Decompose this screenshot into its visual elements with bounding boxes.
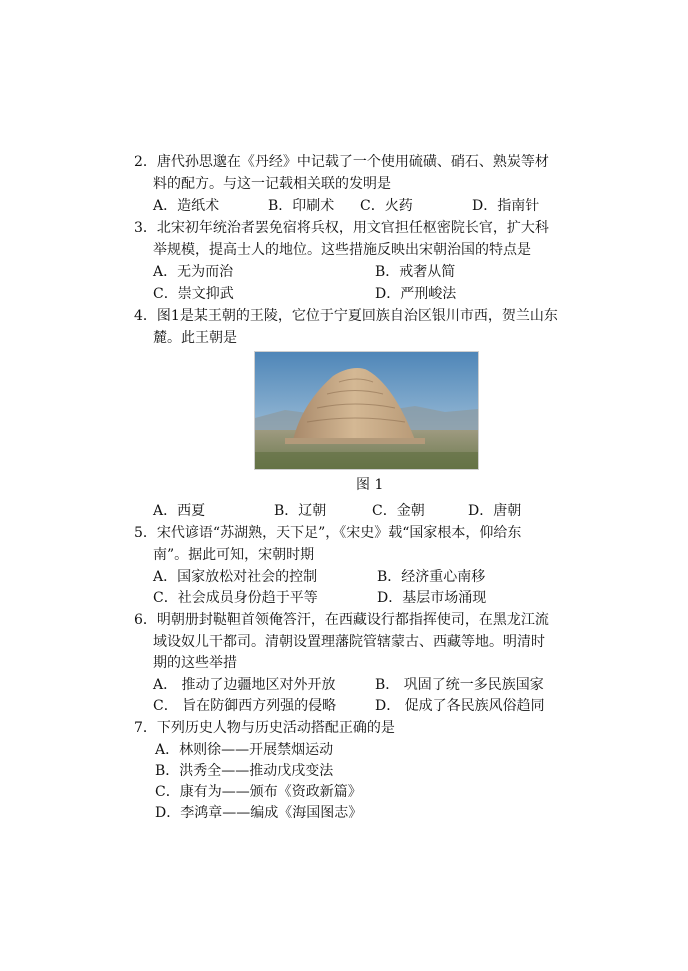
q6-stem-line2: 域设奴儿干都司。清朝设置理藩院管辖蒙古、西藏等地。明清时 [153,634,545,650]
q2-option-c: C．火药 [360,198,413,214]
q7-option-c: C．康有为——颁布《资政新篇》 [155,784,362,800]
q5-option-d: D．基层市场涌现 [377,590,487,606]
q6-option-a: A． 推动了边疆地区对外开放 [153,677,336,693]
q7-option-a: A．林则徐——开展禁烟运动 [155,742,334,758]
q6-option-c: C． 旨在防御西方列强的侵略 [153,698,337,714]
q4-option-d: D．唐朝 [468,503,522,519]
q4-option-c: C．金朝 [372,503,425,519]
q2-option-d: D．指南针 [472,198,540,214]
q4-stem-line1: 4．图1是某王朝的王陵，它位于宁夏回族自治区银川市西，贺兰山东 [134,308,558,324]
q7-stem: 7．下列历史人物与历史活动搭配正确的是 [134,720,395,736]
q5-option-c: C．社会成员身份趋于平等 [153,590,318,606]
q3-option-a: A．无为而治 [153,264,234,280]
q6-option-d: D． 促成了各民族风俗趋同 [375,698,545,714]
q3-option-d: D．严刑峻法 [375,286,457,302]
q3-option-b: B．戒奢从简 [375,264,456,280]
q4-option-a: A．西夏 [153,503,206,519]
q3-stem-line2: 举规模，提高士人的地位。这些措施反映出宋朝治国的特点是 [153,242,531,258]
q6-stem-line1: 6．明朝册封鞑靼首领俺答汗，在西藏设行都指挥使司，在黑龙江流 [134,612,549,628]
q6-option-b: B． 巩固了统一多民族国家 [375,677,544,693]
q5-stem-line1: 5．宋代谚语“苏湖熟，天下足”，《宋史》载“国家根本，仰给东 [134,525,522,541]
mausoleum-illustration [255,352,478,469]
q2-stem-line2: 料的配方。与这一记载相关联的发明是 [153,176,391,192]
q5-option-a: A．国家放松对社会的控制 [153,569,318,585]
q5-option-b: B．经济重心南移 [377,569,486,585]
q7-option-d: D．李鸿章——编成《海国图志》 [155,805,363,821]
q3-option-c: C．崇文抑武 [153,286,234,302]
q2-stem-line1: 2．唐代孙思邈在《丹经》中记载了一个使用硫磺、硝石、熟炭等材 [134,154,549,170]
western-xia-mausoleum-photo [254,351,479,470]
q2-option-b: B．印刷术 [268,198,335,214]
q3-stem-line1: 3．北宋初年统治者罢免宿将兵权，用文官担任枢密院长官，扩大科 [134,220,549,236]
q2-option-a: A．造纸术 [153,198,220,214]
q4-option-b: B．辽朝 [274,503,327,519]
q6-stem-line3: 期的这些举措 [153,655,237,671]
q4-stem-line2: 麓。此王朝是 [153,330,237,346]
q5-stem-line2: 南”。据此可知，宋朝时期 [153,547,315,563]
figure-caption: 图 1 [356,477,384,493]
q7-option-b: B．洪秀全——推动戊戌变法 [155,763,334,779]
